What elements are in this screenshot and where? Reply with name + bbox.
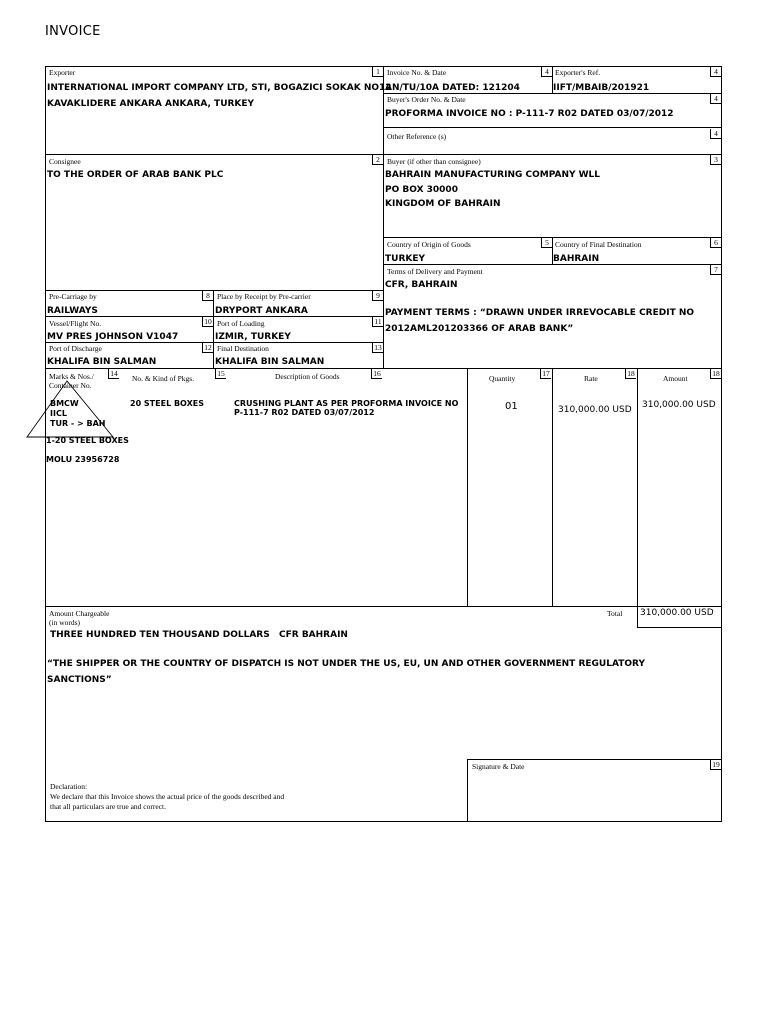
buyer-po-box: PO BOX 30000 (385, 185, 458, 195)
rate-value: 310,000.00 USD (558, 405, 632, 415)
marks-label-line1: Marks & Nos./ (49, 372, 94, 381)
consignee-box-number: 2 (372, 155, 383, 165)
port-loading-box-number: 11 (372, 317, 383, 327)
exporter-box-number: 1 (372, 67, 383, 77)
shipping-mark-3: TUR - > BAH (50, 419, 106, 428)
origin-value: TURKEY (385, 254, 426, 264)
marks-label-line2: Container No. (49, 381, 92, 390)
buyer-box-number: 3 (710, 155, 721, 165)
payment-terms-line2: 2012AML201203366 OF ARAB BANK” (385, 324, 574, 334)
other-reference-label: Other Reference (s) (387, 132, 447, 141)
kind-label: No. & Kind of Pkgs. (132, 374, 195, 383)
quantity-label: Quantity (489, 374, 516, 383)
pre-carriage-label: Pre-Carriage by (49, 292, 97, 301)
rate-box-number: 18 (625, 369, 636, 379)
destination-value: BAHRAIN (553, 254, 600, 264)
pre-carriage-value: RAILWAYS (47, 306, 98, 316)
amount-value: 310,000.00 USD (642, 400, 716, 410)
invoice-no-box-number: 4 (541, 67, 552, 77)
amount-in-words: THREE HUNDRED TEN THOUSAND DOLLARS (50, 630, 270, 640)
pre-carriage-box-number: 8 (202, 291, 213, 301)
marks-box-number: 14 (108, 369, 119, 379)
vessel-box-number: 10 (202, 317, 213, 327)
description-label: Description of Goods (275, 372, 340, 381)
quantity-box-number: 17 (540, 369, 551, 379)
buyer-name: BAHRAIN MANUFACTURING COMPANY WLL (385, 170, 601, 180)
terms-label: Terms of Delivery and Payment (387, 267, 483, 276)
buyer-order-box-number: 4 (710, 94, 721, 104)
marks-triangle-drawing (26, 380, 116, 438)
amount-chargeable-label: Amount Chargeable (49, 609, 110, 618)
origin-label: Country of Origin of Goods (387, 240, 471, 249)
goods-description-line2: P-111-7 R02 DATED 03/07/2012 (234, 408, 375, 417)
sanctions-statement-line2: SANCTIONS” (47, 675, 112, 685)
description-box-number: 16 (371, 369, 382, 379)
place-receipt-value: DRYPORT ANKARA (215, 306, 308, 316)
port-discharge-label: Port of Discharge (49, 344, 102, 353)
buyer-order-value: PROFORMA INVOICE NO : P-111-7 R02 DATED 03/07/2012 (385, 109, 674, 119)
total-label: Total (607, 609, 623, 618)
buyer-country: KINGDOM OF BAHRAIN (385, 199, 501, 209)
kind-box-number: 15 (215, 369, 226, 379)
shipping-mark-2: IICL (50, 409, 67, 418)
origin-box-number: 5 (541, 238, 552, 248)
destination-box-number: 6 (710, 238, 721, 248)
amount-incoterm: CFR BAHRAIN (279, 630, 348, 640)
exporter-ref-label: Exporter's Ref. (555, 68, 601, 77)
total-value: 310,000.00 USD (640, 608, 714, 618)
invoice-no-label: Invoice No. & Date (387, 68, 447, 77)
port-loading-value: IZMIR, TURKEY (215, 332, 291, 342)
amount-label: Amount (663, 374, 688, 383)
final-destination-box-number: 13 (372, 343, 383, 353)
port-loading-label: Port of Loading (217, 319, 265, 328)
final-destination-label: Final Destination (217, 344, 269, 353)
amount-box-number: 18 (710, 369, 721, 379)
consignee-label: Consignee (49, 157, 81, 166)
destination-label: Country of Final Destination (555, 240, 642, 249)
kind-of-packages: 20 STEEL BOXES (130, 399, 204, 408)
place-receipt-label: Place by Receipt by Pre-carrier (217, 292, 311, 301)
signature-label: Signature & Date (472, 762, 525, 771)
exporter-ref-box-number: 4 (710, 67, 721, 77)
vessel-value: MV PRES JOHNSON V1047 (47, 332, 179, 342)
shipping-mark-1: BMCW (50, 399, 79, 408)
container-number: MOLU 23956728 (46, 455, 120, 464)
buyer-label: Buyer (if other than consignee) (387, 157, 481, 166)
signature-box-number: 19 (710, 760, 721, 770)
place-receipt-box-number: 9 (372, 291, 383, 301)
terms-delivery: CFR, BAHRAIN (385, 280, 458, 290)
declaration-line2: that all particulars are true and correct. (50, 802, 166, 811)
final-destination-value: KHALIFA BIN SALMAN (215, 357, 325, 367)
other-reference-box-number: 4 (710, 129, 721, 139)
exporter-label: Exporter (49, 68, 76, 77)
invoice-no-value: AN/TU/10A DATED: 121204 (385, 83, 520, 93)
vessel-label: Vessel/Flight No. (49, 319, 102, 328)
exporter-name: INTERNATIONAL IMPORT COMPANY LTD, STI, BOGAZICI SOKAK NO12 (47, 83, 392, 93)
terms-box-number: 7 (710, 265, 721, 275)
document-title: INVOICE (45, 24, 101, 39)
rate-label: Rate (584, 374, 598, 383)
packages-range: 1-20 STEEL BOXES (46, 436, 129, 445)
port-discharge-value: KHALIFA BIN SALMAN (47, 357, 157, 367)
declaration-title: Declaration: (50, 782, 88, 791)
quantity-value: 01 (505, 401, 518, 412)
sanctions-statement-line1: “THE SHIPPER OR THE COUNTRY OF DISPATCH IS NOT UNDER THE US, EU, UN AND OTHER GOVERNMENT REGULATORY (47, 659, 645, 669)
goods-description-line1: CRUSHING PLANT AS PER PROFORMA INVOICE NO (234, 399, 459, 408)
declaration-line1: We declare that this Invoice shows the actual price of the goods described and (50, 792, 285, 801)
buyer-order-label: Buyer's Order No. & Date (387, 95, 466, 104)
exporter-address: KAVAKLIDERE ANKARA ANKARA, TURKEY (47, 99, 255, 109)
consignee-value: TO THE ORDER OF ARAB BANK PLC (47, 170, 224, 180)
amount-in-words-label: (in words) (49, 618, 81, 627)
exporter-ref-value: IIFT/MBAIB/201921 (553, 83, 650, 93)
port-discharge-box-number: 12 (202, 343, 213, 353)
payment-terms-line1: PAYMENT TERMS : “DRAWN UNDER IRREVOCABLE CREDIT NO (385, 308, 695, 318)
